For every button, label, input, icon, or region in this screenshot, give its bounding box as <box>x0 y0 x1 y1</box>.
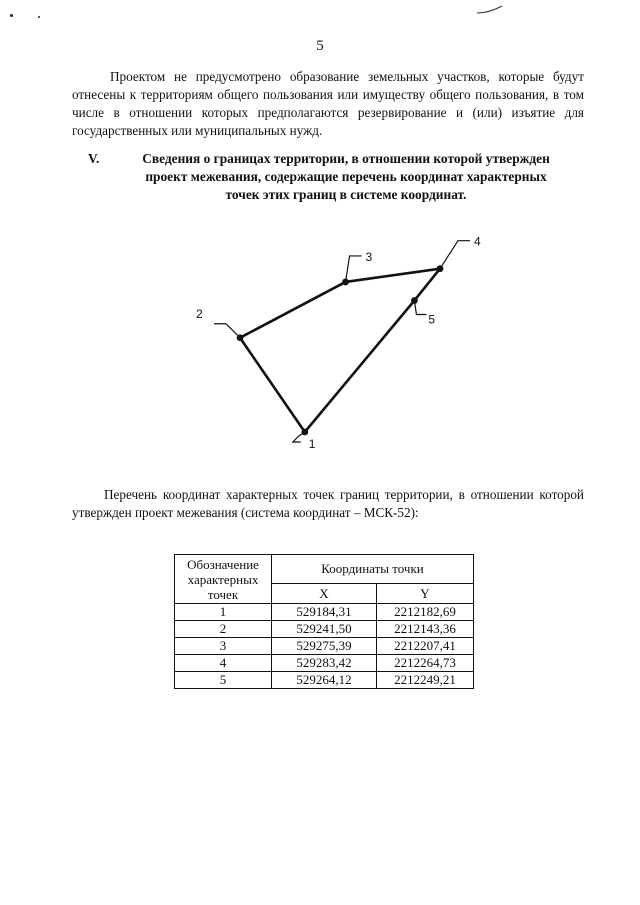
cell-y: 2212249,21 <box>377 672 474 689</box>
boundary-polygon <box>240 269 440 432</box>
cell-point: 3 <box>175 638 272 655</box>
boundary-diagram <box>150 222 530 472</box>
coordinates-table <box>174 554 474 689</box>
header-coordinates: Координаты точки <box>272 555 474 584</box>
table-row <box>175 638 474 655</box>
table-row <box>175 621 474 638</box>
point-label: 4 <box>474 234 481 249</box>
cell-point: 1 <box>175 604 272 621</box>
boundary-point-marker <box>437 265 444 272</box>
table-row <box>175 655 474 672</box>
scan-dot <box>38 16 40 18</box>
cell-x: 529275,39 <box>272 638 377 655</box>
point-label: 3 <box>365 249 373 264</box>
header-y: Y <box>377 584 474 604</box>
boundary-segment <box>240 338 305 432</box>
cell-y: 2212207,41 <box>377 638 474 655</box>
cell-x: 529264,12 <box>272 672 377 689</box>
cell-x: 529184,31 <box>272 604 377 621</box>
leader-line <box>440 241 470 269</box>
section-number: V. <box>88 151 100 166</box>
point-label: 5 <box>428 312 436 327</box>
boundary-segment <box>240 282 346 338</box>
header-point-designation: Обозначение характерных точек <box>175 555 272 604</box>
intro-paragraph: Проектом не предусмотрено образование земельных участков, которые будут отнесены к территориям общего пользования или имуществу общего пользования, в том числе в отношении которых предполагаются резервирование и (или) изъятие для государственных или муниципальных нужд. <box>72 69 584 138</box>
page-number: 5 <box>316 38 324 54</box>
table-row <box>175 672 474 689</box>
point-label: 1 <box>308 437 316 451</box>
boundary-point-marker <box>237 334 244 341</box>
scan-stroke <box>475 4 505 16</box>
boundary-points <box>237 265 444 435</box>
section-title: Сведения о границах территории, в отношении которой утвержден проект межевания, содержащие перечень координат характерных точек этих границ в системе координат. <box>142 151 550 202</box>
boundary-segment <box>305 300 415 432</box>
coordinates-intro-paragraph: Перечень координат характерных точек границ территории, в отношении которой утвержден проект межевания (система координат – МСК-52): <box>72 487 584 520</box>
boundary-segment <box>414 269 440 301</box>
cell-point: 4 <box>175 655 272 672</box>
cell-y: 2212264,73 <box>377 655 474 672</box>
cell-x: 529283,42 <box>272 655 377 672</box>
cell-y: 2212182,69 <box>377 604 474 621</box>
point-label: 2 <box>196 306 203 321</box>
cell-point: 2 <box>175 621 272 638</box>
cell-y: 2212143,36 <box>377 621 474 638</box>
cell-point: 5 <box>175 672 272 689</box>
header-x: X <box>272 584 377 604</box>
leader-line <box>346 256 362 282</box>
boundary-point-marker <box>301 429 308 436</box>
scan-dot <box>10 14 13 17</box>
cell-x: 529241,50 <box>272 621 377 638</box>
leader-line <box>214 324 240 338</box>
boundary-segment <box>346 269 440 282</box>
boundary-point-marker <box>411 297 418 304</box>
table-row <box>175 604 474 621</box>
boundary-point-marker <box>342 279 349 286</box>
